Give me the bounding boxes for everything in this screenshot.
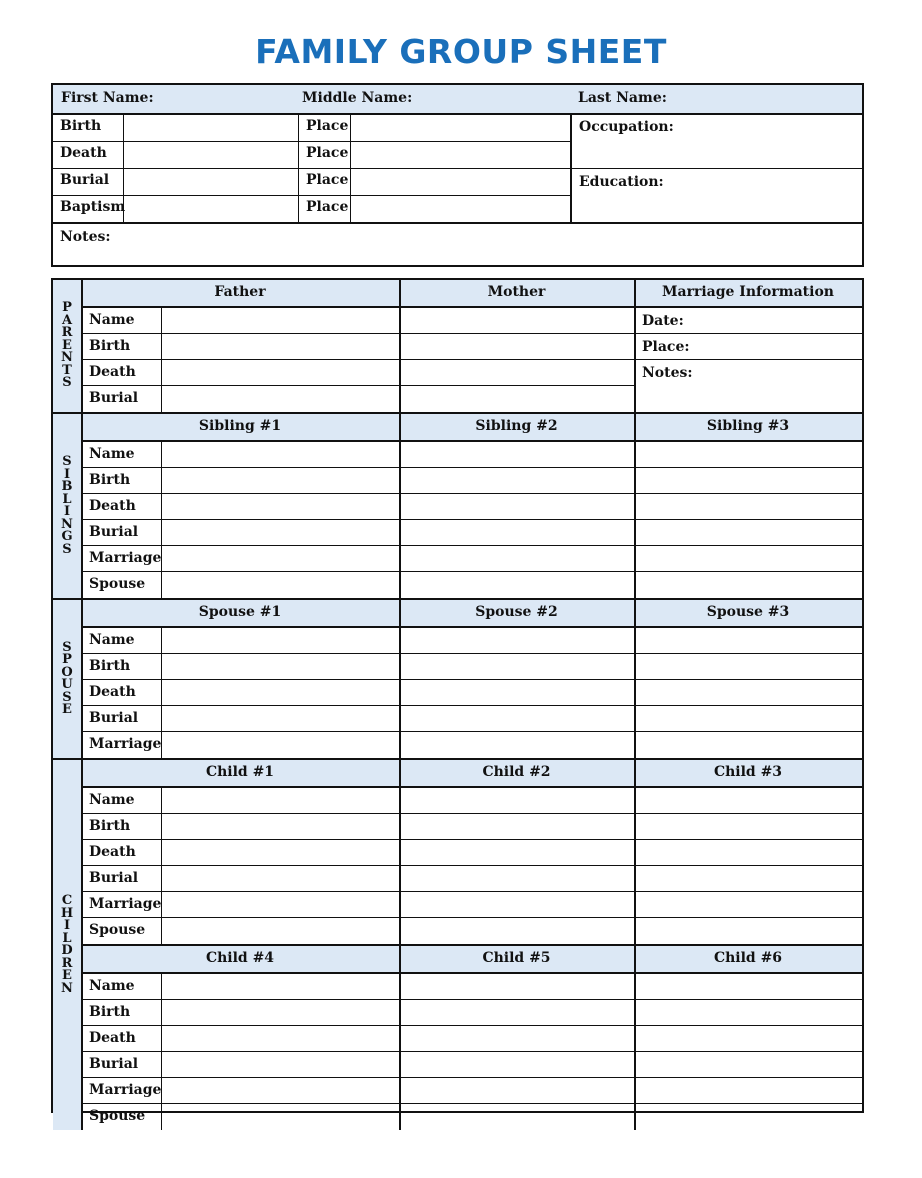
event-burial-label: Burial bbox=[60, 172, 110, 188]
children-field[interactable] bbox=[401, 1078, 634, 1104]
siblings-field[interactable] bbox=[162, 572, 399, 598]
children-column-header: Child #1 bbox=[205, 764, 275, 780]
education-label: Education: bbox=[579, 174, 664, 190]
marriage-info-label: Notes: bbox=[642, 365, 693, 381]
siblings-field[interactable] bbox=[636, 494, 862, 520]
children-column-header: Child #3 bbox=[713, 764, 783, 780]
family-block bbox=[51, 278, 864, 1124]
spouse-field[interactable] bbox=[636, 654, 862, 680]
children-field[interactable] bbox=[162, 788, 399, 814]
children-field[interactable] bbox=[401, 866, 634, 892]
spouse-side-label: S P O U S E bbox=[61, 639, 73, 717]
spouse-field[interactable] bbox=[401, 654, 634, 680]
event-death-label: Death bbox=[60, 145, 107, 161]
siblings-field[interactable] bbox=[162, 442, 399, 468]
spouse-field[interactable] bbox=[162, 628, 399, 654]
siblings-field[interactable] bbox=[636, 468, 862, 494]
siblings-row-label: Spouse bbox=[89, 576, 146, 592]
parents-column-header: Marriage Information bbox=[662, 284, 834, 300]
children-field[interactable] bbox=[636, 1000, 862, 1026]
marriage-info-label: Date: bbox=[642, 313, 684, 329]
children-field[interactable] bbox=[162, 974, 399, 1000]
siblings-field[interactable] bbox=[636, 546, 862, 572]
event-baptism-label: Baptism bbox=[60, 199, 126, 215]
birth-place-label: Place bbox=[306, 118, 349, 134]
children-field[interactable] bbox=[162, 918, 399, 944]
children-field[interactable] bbox=[636, 866, 862, 892]
children-field[interactable] bbox=[162, 892, 399, 918]
children-field[interactable] bbox=[401, 1052, 634, 1078]
parents-column-header: Mother bbox=[487, 284, 546, 300]
siblings-field[interactable] bbox=[162, 468, 399, 494]
spouse-row-label: Burial bbox=[89, 710, 139, 726]
parents-field[interactable] bbox=[162, 308, 399, 334]
children-row-label: Death bbox=[89, 1030, 136, 1046]
children-row-label: Death bbox=[89, 844, 136, 860]
burial-place-label: Place bbox=[306, 172, 349, 188]
parents-field[interactable] bbox=[162, 360, 399, 386]
children-field[interactable] bbox=[401, 974, 634, 1000]
children-field[interactable] bbox=[162, 1026, 399, 1052]
children-row-label: Birth bbox=[89, 818, 131, 834]
children-field[interactable] bbox=[162, 1052, 399, 1078]
spouse-field[interactable] bbox=[162, 680, 399, 706]
parents-row-label: Burial bbox=[89, 390, 139, 406]
children-row-label: Burial bbox=[89, 1056, 139, 1072]
parents-row-label: Name bbox=[89, 312, 135, 328]
children-side-label: C H I L D R E N bbox=[60, 893, 74, 996]
children-row-label: Spouse bbox=[89, 922, 146, 938]
spouse-field[interactable] bbox=[162, 706, 399, 732]
spouse-field[interactable] bbox=[401, 732, 634, 758]
siblings-row-label: Birth bbox=[89, 472, 131, 488]
children-row-label: Marriage bbox=[89, 1082, 162, 1098]
siblings-field[interactable] bbox=[401, 572, 634, 598]
children-column-header: Child #5 bbox=[482, 950, 551, 966]
spouse-row-label: Birth bbox=[89, 658, 131, 674]
children-field[interactable] bbox=[401, 892, 634, 918]
children-field[interactable] bbox=[636, 1052, 862, 1078]
parents-field[interactable] bbox=[162, 386, 399, 412]
siblings-field[interactable] bbox=[401, 442, 634, 468]
person-block bbox=[51, 83, 864, 267]
children-field[interactable] bbox=[636, 814, 862, 840]
parents-side-label: P A R E N T S bbox=[61, 300, 73, 391]
siblings-field[interactable] bbox=[401, 494, 634, 520]
spouse-row-label: Death bbox=[89, 684, 136, 700]
parents-row-label: Birth bbox=[89, 338, 131, 354]
parents-field[interactable] bbox=[162, 334, 399, 360]
spouse-field[interactable] bbox=[401, 706, 634, 732]
parents-field[interactable] bbox=[401, 308, 634, 334]
page-title: FAMILY GROUP SHEET bbox=[255, 32, 667, 71]
siblings-row-label: Death bbox=[89, 498, 136, 514]
children-field[interactable] bbox=[162, 1000, 399, 1026]
spouse-row-label: Marriage bbox=[89, 736, 162, 752]
siblings-column-header: Sibling #1 bbox=[198, 418, 282, 434]
children-row-label: Name bbox=[89, 792, 135, 808]
children-field[interactable] bbox=[401, 1000, 634, 1026]
children-field[interactable] bbox=[636, 1078, 862, 1104]
siblings-row-label: Marriage bbox=[89, 550, 162, 566]
siblings-field[interactable] bbox=[636, 520, 862, 546]
spouse-field[interactable] bbox=[636, 680, 862, 706]
siblings-row-label: Name bbox=[89, 446, 135, 462]
first-name-label: First Name: bbox=[61, 90, 154, 106]
children-row-label: Spouse bbox=[89, 1108, 146, 1124]
children-column-header: Child #4 bbox=[205, 950, 275, 966]
spouse-row-label: Name bbox=[89, 632, 135, 648]
children-field[interactable] bbox=[401, 918, 634, 944]
children-field[interactable] bbox=[401, 814, 634, 840]
children-field[interactable] bbox=[636, 1026, 862, 1052]
children-field[interactable] bbox=[401, 840, 634, 866]
last-name-label: Last Name: bbox=[578, 90, 667, 106]
siblings-field[interactable] bbox=[636, 442, 862, 468]
spouse-field[interactable] bbox=[636, 732, 862, 758]
children-field[interactable] bbox=[162, 1104, 399, 1130]
siblings-field[interactable] bbox=[636, 572, 862, 598]
baptism-place-label: Place bbox=[306, 199, 349, 215]
siblings-field[interactable] bbox=[162, 546, 399, 572]
siblings-field[interactable] bbox=[162, 494, 399, 520]
spouse-field[interactable] bbox=[636, 628, 862, 654]
spouse-column-header: Spouse #1 bbox=[198, 604, 282, 620]
children-field[interactable] bbox=[162, 1078, 399, 1104]
parents-field[interactable] bbox=[401, 386, 634, 412]
children-field[interactable] bbox=[162, 840, 399, 866]
spouse-column-header: Spouse #3 bbox=[706, 604, 790, 620]
spouse-field[interactable] bbox=[401, 680, 634, 706]
death-place-label: Place bbox=[306, 145, 349, 161]
parents-field[interactable] bbox=[401, 360, 634, 386]
spouse-field[interactable] bbox=[162, 654, 399, 680]
children-field[interactable] bbox=[401, 1104, 634, 1130]
spouse-field[interactable] bbox=[636, 706, 862, 732]
children-column-header: Child #2 bbox=[482, 764, 551, 780]
children-row-label: Marriage bbox=[89, 896, 162, 912]
spouse-field[interactable] bbox=[401, 628, 634, 654]
children-row-label: Name bbox=[89, 978, 135, 994]
spouse-column-header: Spouse #2 bbox=[475, 604, 558, 620]
siblings-field[interactable] bbox=[401, 546, 634, 572]
notes-label: Notes: bbox=[60, 229, 111, 245]
parents-field[interactable] bbox=[401, 334, 634, 360]
spouse-field[interactable] bbox=[162, 732, 399, 758]
children-field[interactable] bbox=[401, 1026, 634, 1052]
children-field[interactable] bbox=[636, 974, 862, 1000]
children-row-label: Burial bbox=[89, 870, 139, 886]
children-field[interactable] bbox=[636, 918, 862, 944]
siblings-row-label: Burial bbox=[89, 524, 139, 540]
children-field[interactable] bbox=[636, 840, 862, 866]
siblings-side-label: S I B L I N G S bbox=[61, 454, 73, 557]
siblings-column-header: Sibling #2 bbox=[475, 418, 558, 434]
children-row-label: Birth bbox=[89, 1004, 131, 1020]
children-field[interactable] bbox=[636, 1104, 862, 1130]
children-column-header: Child #6 bbox=[713, 950, 783, 966]
event-birth-label: Birth bbox=[60, 118, 102, 134]
children-field[interactable] bbox=[162, 866, 399, 892]
siblings-field[interactable] bbox=[401, 468, 634, 494]
children-field[interactable] bbox=[401, 788, 634, 814]
children-field[interactable] bbox=[636, 788, 862, 814]
siblings-field[interactable] bbox=[401, 520, 634, 546]
children-field[interactable] bbox=[636, 892, 862, 918]
siblings-column-header: Sibling #3 bbox=[706, 418, 790, 434]
children-field[interactable] bbox=[162, 814, 399, 840]
marriage-info-label: Place: bbox=[642, 339, 690, 355]
parents-column-header: Father bbox=[214, 284, 266, 300]
occupation-label: Occupation: bbox=[579, 119, 674, 135]
middle-name-label: Middle Name: bbox=[302, 90, 413, 106]
siblings-field[interactable] bbox=[162, 520, 399, 546]
parents-row-label: Death bbox=[89, 364, 136, 380]
